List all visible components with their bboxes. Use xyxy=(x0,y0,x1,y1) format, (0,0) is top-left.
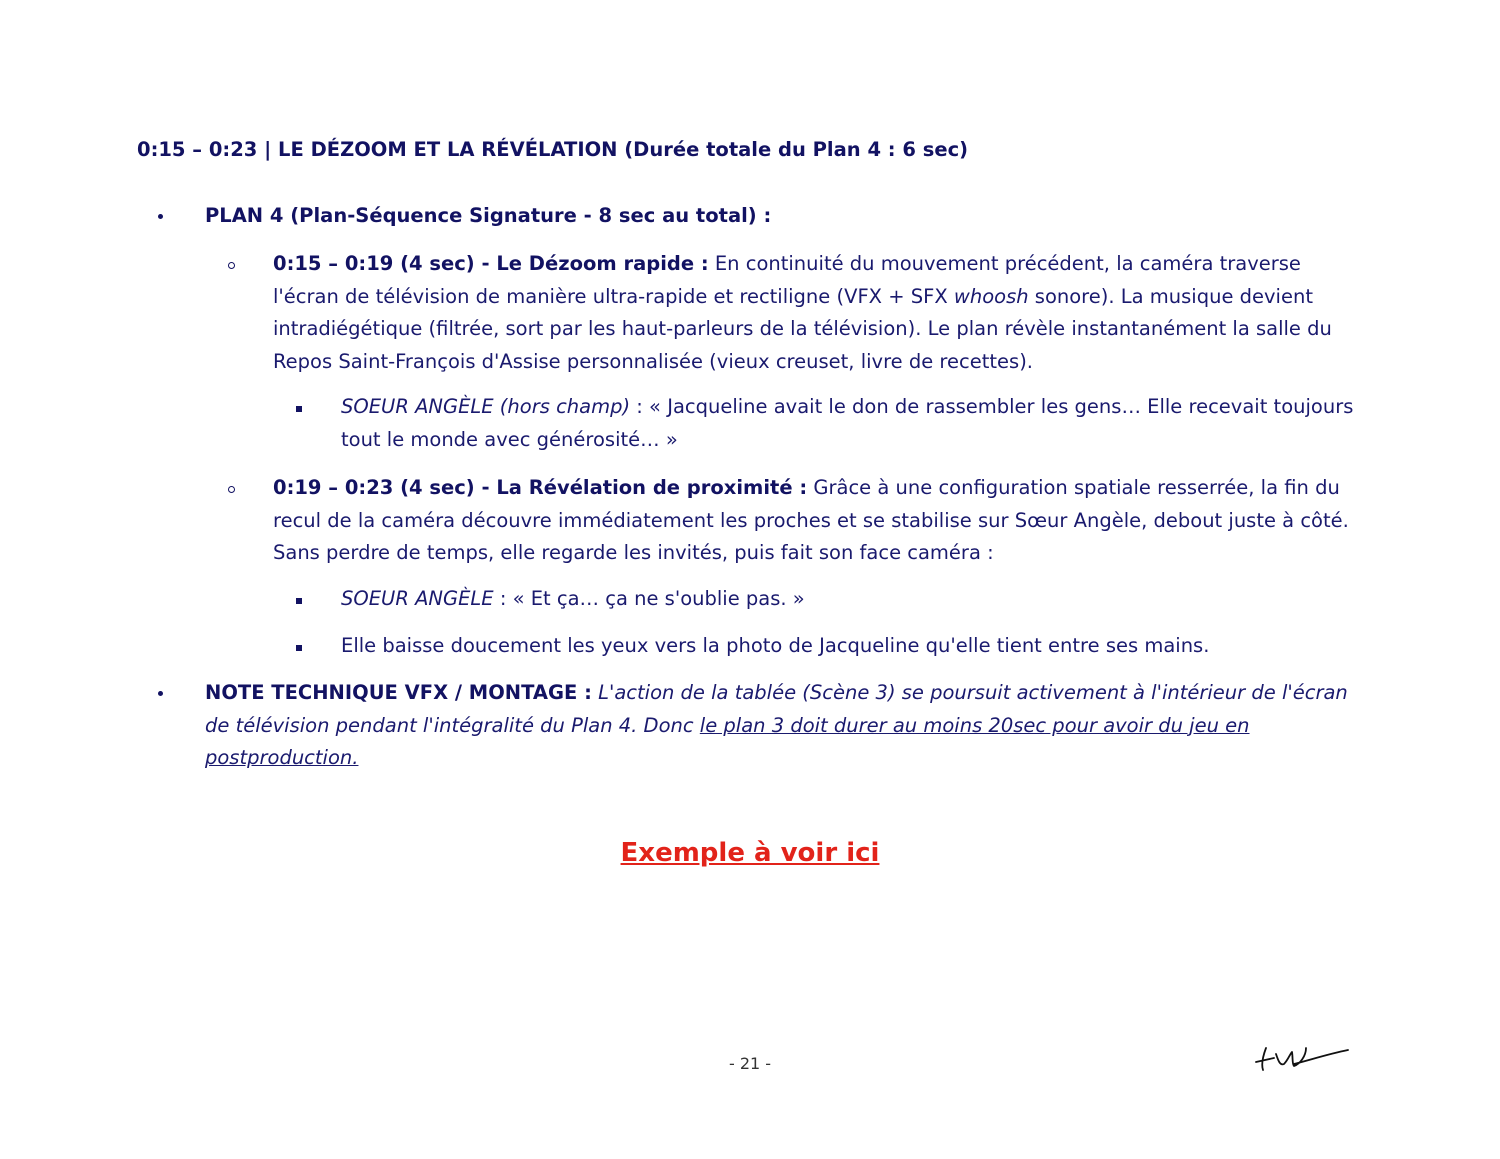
bullet-dot xyxy=(158,214,163,219)
shot-2-paragraph xyxy=(273,472,1365,570)
section-title: 0:15 – 0:23 | LE DÉZOOM ET LA RÉVÉLATION (Durée totale du Plan 4 : 6 sec) xyxy=(137,138,969,161)
dialogue-speaker: SOEUR ANGÈLE (hors champ) xyxy=(341,395,631,418)
shot-1-dialogue xyxy=(341,391,1365,456)
note-underlined-text: le plan 3 doit durer au moins 20sec pour avoir du jeu en postproduction. xyxy=(205,713,1250,769)
note-title: NOTE TECHNIQUE VFX / MONTAGE : xyxy=(205,681,592,704)
dialogue-speaker: SOEUR ANGÈLE xyxy=(341,587,494,610)
shot-2-dialogue xyxy=(341,583,1365,616)
bullet-square xyxy=(296,598,302,604)
shot-2-text-1: Grâce à une configuration spatiale resserrée, la fin du recul de la caméra découvre immédiatement les proches et se stabilise sur Sœur Angèle, debout juste à côté. Sans perdre de temps, elle regarde les invités, puis fait son face caméra : xyxy=(273,476,1349,564)
dialogue-text: : « Et ça… ça ne s'oublie pas. » xyxy=(493,587,805,610)
technical-note xyxy=(205,677,1365,775)
bullet-square xyxy=(296,406,302,412)
shot-1-title: 0:15 – 0:19 (4 sec) - Le Dézoom rapide : xyxy=(273,252,709,275)
signature-icon xyxy=(1254,1042,1350,1076)
example-link[interactable]: Exemple à voir ici xyxy=(620,838,880,868)
shot-1-paragraph xyxy=(273,248,1365,378)
bullet-circle xyxy=(228,486,235,493)
action-text: Elle baisse doucement les yeux vers la photo de Jacqueline qu'elle tient entre ses mains. xyxy=(341,634,1210,657)
shot-2-title: 0:19 – 0:23 (4 sec) - La Révélation de proximité : xyxy=(273,476,808,499)
bullet-square xyxy=(296,645,302,651)
dialogue-text: : « Jacqueline avait le don de rassembler les gens… Elle recevait toujours tout le monde avec générosité… » xyxy=(341,395,1354,451)
plan-title: PLAN 4 (Plan-Séquence Signature - 8 sec au total) : xyxy=(205,204,772,227)
shot-1-text-italic: whoosh xyxy=(953,284,1029,308)
note-text: L'action de la tablée (Scène 3) se poursuit activement à l'intérieur de l'écran de télévision pendant l'intégralité du Plan 4. Donc xyxy=(205,681,1348,737)
bullet-dot xyxy=(158,691,163,696)
shot-1-text-2: sonore). La musique devient intradiégétique (filtrée, sort par les haut-parleurs de la télévision). Le plan révèle instantanément la salle du Repos Saint-François d'Assise personnalisée (vieux creuset, livre de recettes). xyxy=(273,284,1332,373)
shot-2-action xyxy=(341,630,1365,663)
bullet-circle xyxy=(228,262,235,269)
plan-heading xyxy=(205,200,1365,233)
shot-1-text-1: En continuité du mouvement précédent, la caméra traverse l'écran de télévision de manière ultra-rapide et rectiligne (VFX + SFX xyxy=(273,252,1301,308)
page-number: - 21 - xyxy=(728,1054,772,1073)
